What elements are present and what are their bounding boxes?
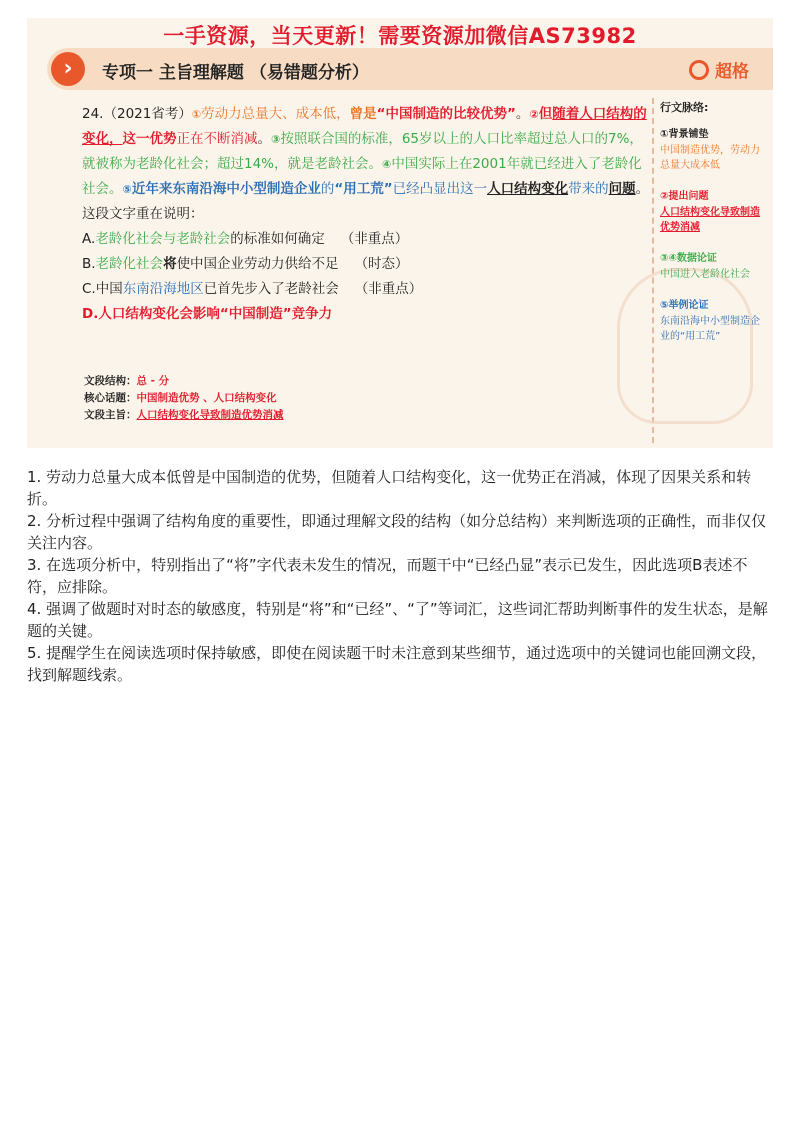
chevron-right-icon: › (51, 52, 85, 86)
marker-3: ③ (271, 133, 281, 146)
question-panel (82, 102, 652, 327)
sidebar-section-1 (660, 127, 765, 173)
summary-structure (84, 373, 284, 390)
sentence-2b: 随着人口结构的变化， (82, 106, 647, 147)
summary-theme (84, 407, 284, 424)
brand-logo-icon (689, 60, 709, 80)
option-a-tag: （非重点） (340, 231, 409, 247)
summary-topic (84, 390, 284, 407)
sidebar-section-3-text: 中国进入老龄化社会 (660, 269, 750, 280)
sentence-5f: 带来的 (568, 181, 609, 197)
summary-theme-label: 文段主旨： (84, 409, 137, 421)
option-b-tense-word: 将 (163, 256, 177, 272)
promo-banner: 一手资源，当天更新！需要资源加微信AS73982 (163, 24, 637, 48)
marker-1: ① (191, 108, 202, 121)
sentence-5e: 人口结构变化 (487, 181, 569, 197)
summary-structure-value: 总 - 分 (136, 375, 170, 387)
option-a-key: 老龄化社会与老龄社会 (95, 231, 231, 247)
note-item: 1. 劳动力总量大成本低曾是中国制造的优势，但随着人口结构变化，这一优势正在消减，体现了因果关系和转折。 (27, 468, 752, 508)
analysis-notes (27, 466, 773, 686)
sentence-2a: 但 (538, 106, 553, 122)
sidebar-section-2 (660, 189, 765, 235)
marker-4: ④ (382, 158, 392, 171)
note-item: 2. 分析过程中强调了结构角度的重要性，即通过理解文段的结构（如分总结构）来判断选项的正确性，而非仅仅关注内容。 (27, 512, 767, 552)
option-c-letter: C.中国 (82, 281, 123, 297)
sentence-5c: “用工荒” (334, 181, 393, 197)
sentence-1c: “中国制造的比较优势” (376, 106, 516, 122)
option-b[interactable] (82, 252, 652, 277)
sentence-2c: 这一优势 (122, 131, 177, 147)
option-b-tag: （时态） (354, 256, 409, 272)
option-b-key: 老龄化社会 (95, 256, 164, 272)
summary-theme-value: 人口结构变化导致制造优势消减 (136, 409, 284, 421)
sentence-5d: 已经凸显出这一 (392, 181, 488, 197)
sidebar-section-4-text: 东南沿海中小型制造企业的“用工荒” (660, 316, 760, 342)
option-c-tag: （非重点） (354, 281, 423, 297)
sentence-5g: 问题 (608, 181, 636, 197)
note-item: 3. 在选项分析中，特别指出了“将”字代表未发生的情况，而题干中“已经凸显”表示已发生，因此选项B表述不符，应排除。 (27, 556, 748, 596)
punct: 。 (635, 181, 650, 197)
section-title: 专项一 主旨理解题 （易错题分析） (102, 63, 369, 83)
sentence-1a: 劳动力总量大、成本低， (201, 106, 350, 122)
lesson-slide (27, 18, 773, 448)
sidebar-section-4 (660, 298, 765, 344)
sentence-5a: 近年来东南沿海中小型制造企业 (131, 181, 321, 197)
option-b-letter: B. (82, 256, 96, 272)
passage-summary (84, 373, 284, 424)
passage (82, 102, 652, 202)
note-item: 5. 提醒学生在阅读选项时保持敏感，即使在阅读题干时未注意到某些细节，通过选项中的关键词也能回溯文段，找到解题线索。 (27, 644, 767, 684)
option-a-letter: A. (82, 231, 96, 247)
sidebar-section-1-title: ①背景铺垫 (660, 129, 709, 140)
punct: 。 (515, 106, 530, 122)
sidebar-heading: 行文脉络: (660, 101, 709, 114)
question-source: （2021省考） (103, 106, 192, 122)
brand (689, 57, 749, 82)
option-b-text: 使中国企业劳动力供给不足 (176, 256, 339, 272)
punct: 。 (257, 131, 271, 147)
sidebar-section-2-text: 人口结构变化导致制造优势消减 (660, 207, 760, 233)
brand-name: 超格 (715, 62, 749, 82)
structure-sidebar (660, 100, 765, 360)
sentence-3: 按照联合国的标准，65岁以上的人口比率超过总人口的7%，就被称为老龄化社会；超过14%，就是老龄社会。 (82, 131, 643, 172)
sidebar-section-3 (660, 251, 765, 282)
section-header-bar (47, 48, 773, 90)
option-c[interactable] (82, 277, 652, 302)
sidebar-section-2-title: ②提出问题 (660, 191, 709, 202)
sentence-2d: 正在不断消减 (176, 131, 258, 147)
sentence-4: 中国实际上在2001年就已经进入了老龄化社会。 (82, 156, 642, 197)
sentence-1b: 曾是 (349, 106, 377, 122)
sentence-5b: 的 (320, 181, 335, 197)
summary-topic-label: 核心话题： (84, 392, 137, 404)
option-d[interactable]: D.人口结构变化会影响“中国制造”竞争力 (82, 306, 333, 322)
question-stem: 这段文字重在说明： (82, 206, 204, 222)
sidebar-section-4-title: ⑤举例论证 (660, 300, 709, 311)
option-c-text: 已首先步入了老龄社会 (203, 281, 339, 297)
summary-structure-label: 文段结构： (84, 375, 137, 387)
option-c-key: 东南沿海地区 (122, 281, 204, 297)
note-item: 4. 强调了做题时对时态的敏感度，特别是“将”和“已经”、“了”等词汇，这些词汇帮助判断事件的发生状态，是解题的关键。 (27, 600, 768, 640)
marker-2: ② (529, 108, 539, 121)
question-number: 24. (82, 106, 104, 122)
option-a[interactable] (82, 227, 652, 252)
option-a-text: 的标准如何确定 (230, 231, 325, 247)
sidebar-section-3-title: ③④数据论证 (660, 253, 717, 264)
summary-topic-value: 中国制造优势 、人口结构变化 (136, 392, 277, 404)
sidebar-section-1-text: 中国制造优势，劳动力总量大成本低 (660, 145, 760, 171)
marker-5: ⑤ (122, 183, 132, 196)
